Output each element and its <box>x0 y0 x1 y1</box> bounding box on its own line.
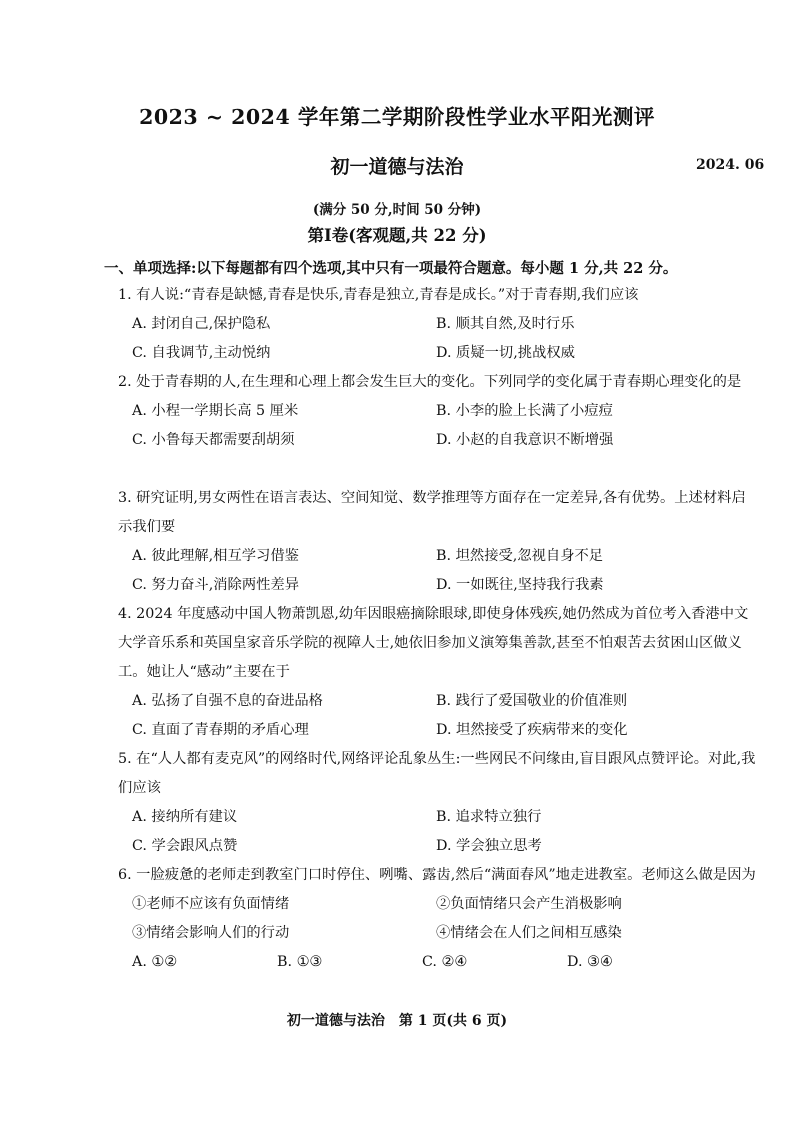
option-b: B. ①③ <box>277 954 323 970</box>
option-c: C. 直面了青春期的矛盾心理 <box>132 722 309 738</box>
score-time-note: (满分 50 分,时间 50 分钟) <box>312 202 482 218</box>
option-b: B. 践行了爱国敬业的价值准则 <box>436 693 628 709</box>
option-b: B. 顺其自然,及时行乐 <box>436 316 575 332</box>
option-a: A. 封闭自己,保护隐私 <box>132 316 271 332</box>
option-d: D. 质疑一切,挑战权威 <box>436 345 575 361</box>
subject-title: 初一道德与法治 <box>330 156 464 178</box>
exam-date: 2024. 06 <box>696 157 765 173</box>
option-b: B. 追求特立独行 <box>436 809 542 825</box>
question-stem: 6. 一脸疲惫的老师走到教室门口时停住、咧嘴、露齿,然后“满面春风”地走进教室。老师这么做是因为 <box>118 867 756 883</box>
option-c: C. ②④ <box>422 954 468 970</box>
section-heading: 一、单项选择:以下每题都有四个选项,其中只有一项最符合题意。每小题 1 分,共 22 分。 <box>104 260 678 277</box>
option-d: D. 一如既往,坚持我行我素 <box>436 577 604 593</box>
statement-4: ④情绪会在人们之间相互感染 <box>436 925 622 941</box>
question-4 <box>118 600 758 745</box>
question-stem: 5. 在“人人都有麦克风”的网络时代,网络评论乱象丛生:一些网民不问缘由,盲目跟风点赞评论。对此,我们应该 <box>118 751 756 796</box>
option-b: B. 坦然接受,忽视自身不足 <box>436 548 604 564</box>
option-c: C. 努力奋斗,消除两性差异 <box>132 577 300 593</box>
option-d: D. 学会独立思考 <box>436 838 542 854</box>
option-a: A. ①② <box>132 954 178 970</box>
exam-title: 2023 ~ 2024 学年第二学期阶段性学业水平阳光测评 <box>139 105 655 129</box>
question-stem: 1. 有人说:“青春是缺憾,青春是快乐,青春是独立,青春是成长。”对于青春期,我们应该 <box>118 287 639 303</box>
option-c: C. 自我调节,主动悦纳 <box>132 345 271 361</box>
statement-2: ②负面情绪只会产生消极影响 <box>436 896 622 912</box>
question-6 <box>118 861 758 977</box>
option-a: A. 小程一学期长高 5 厘米 <box>132 403 299 419</box>
option-c: C. 小鲁每天都需要刮胡须 <box>132 432 295 448</box>
option-d: D. ③④ <box>567 954 613 970</box>
question-3 <box>118 484 758 600</box>
question-stem: 2. 处于青春期的人,在生理和心理上都会发生巨大的变化。下列同学的变化属于青春期心理变化的是 <box>118 374 742 390</box>
statement-3: ③情绪会影响人们的行动 <box>132 925 290 941</box>
option-a: A. 弘扬了自强不息的奋进品格 <box>132 693 323 709</box>
question-1 <box>118 281 758 368</box>
option-c: C. 学会跟风点赞 <box>132 838 238 854</box>
question-5 <box>118 745 758 861</box>
option-d: D. 小赵的自我意识不断增强 <box>436 432 614 448</box>
option-d: D. 坦然接受了疾病带来的变化 <box>436 722 628 738</box>
question-stem: 3. 研究证明,男女两性在语言表达、空间知觉、数学推理等方面存在一定差异,各有优势。上述材料启示我们要 <box>118 490 746 535</box>
page-footer: 初一道德与法治 第 1 页(共 6 页) <box>286 1013 508 1029</box>
option-b: B. 小李的脸上长满了小痘痘 <box>436 403 613 419</box>
option-a: A. 彼此理解,相互学习借鉴 <box>132 548 299 564</box>
statement-1: ①老师不应该有负面情绪 <box>132 896 290 912</box>
question-stem: 4. 2024 年度感动中国人物萧凯恩,幼年因眼癌摘除眼球,即使身体残疾,她仍然成为首位考入香港中文大学音乐系和英国皇家音乐学院的视障人士,她依旧参加义演筹集善款,甚至不怕艰苦去贫困山区做义工。她让人“感动”主要在于 <box>118 606 749 680</box>
volume-heading: 第Ⅰ卷(客观题,共 22 分) <box>307 226 487 245</box>
option-a: A. 接纳所有建议 <box>132 809 238 825</box>
question-2 <box>118 368 758 455</box>
